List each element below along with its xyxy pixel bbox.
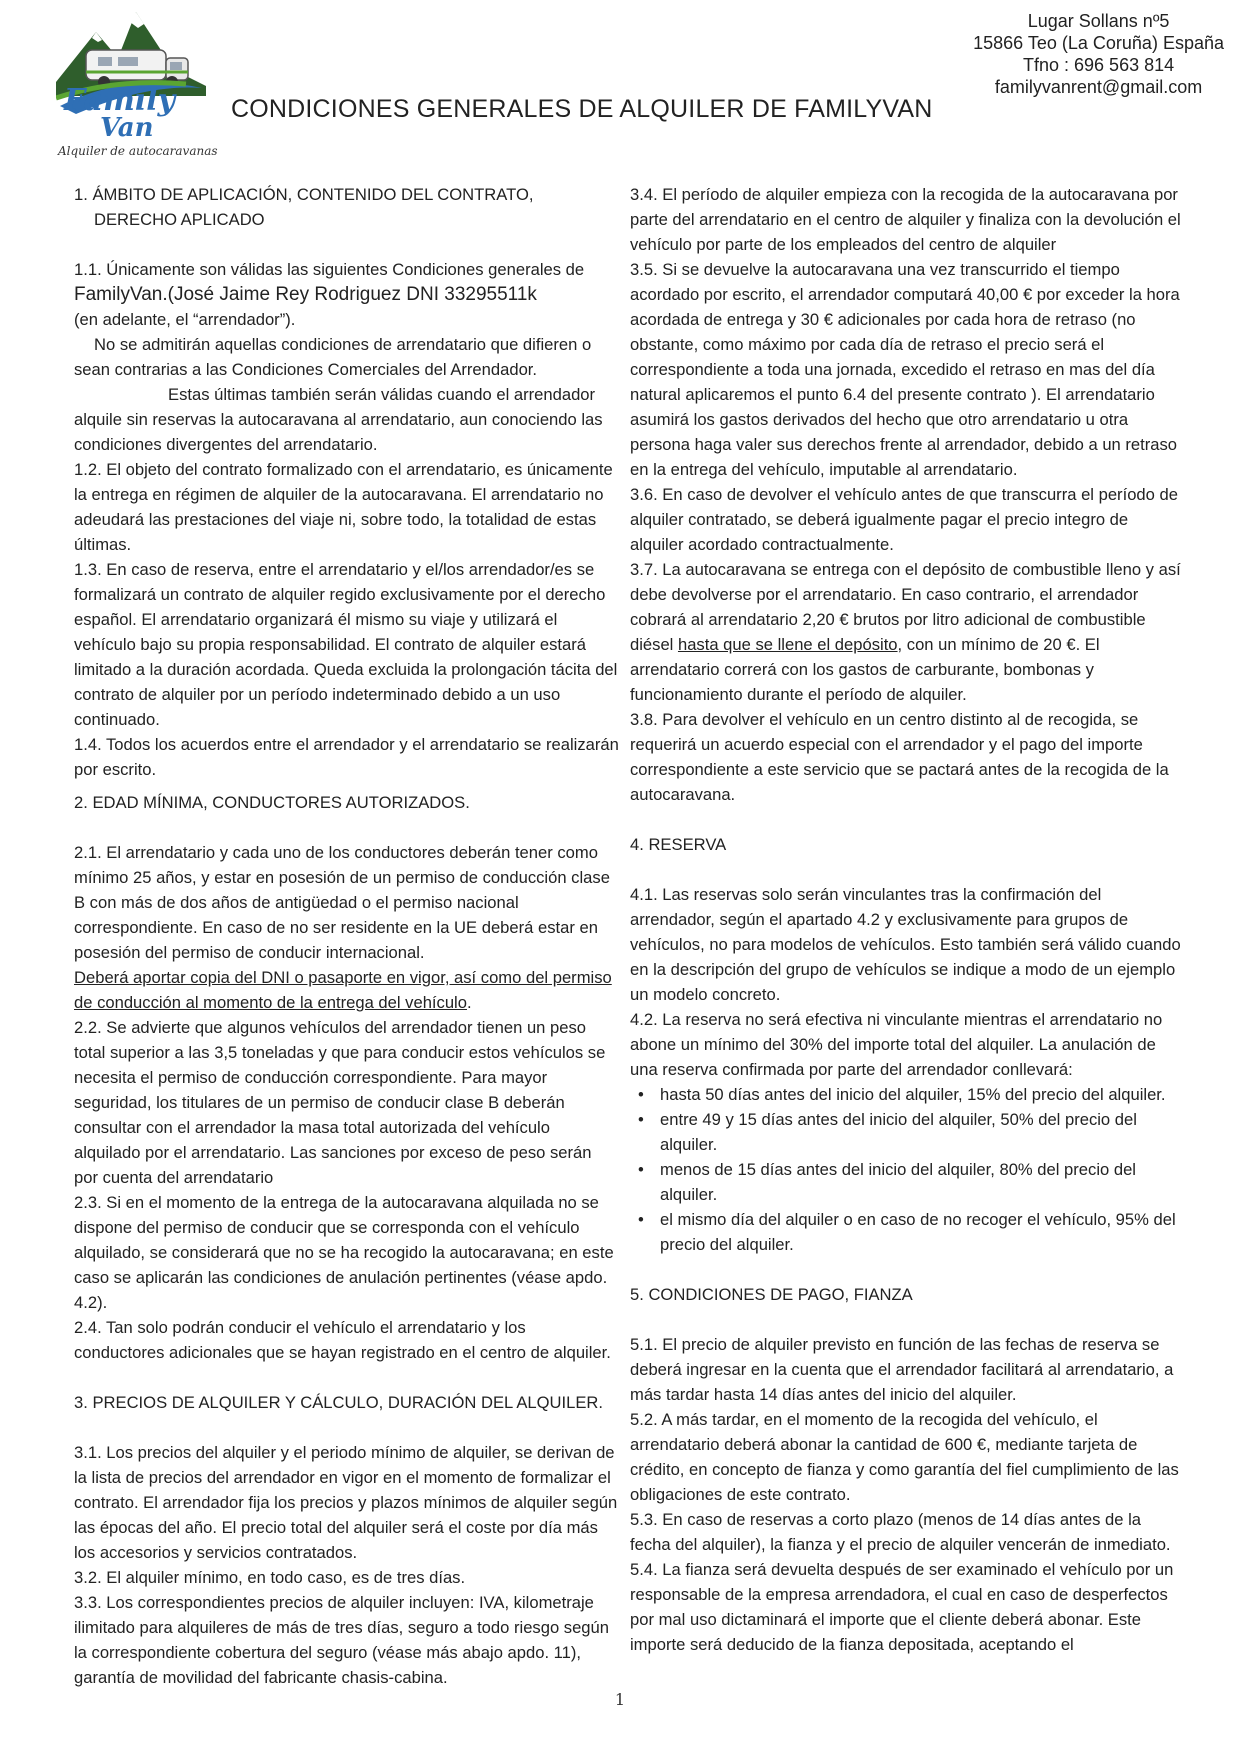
clause-3-7c: , con un mínimo de 20 €. El arrendatario correrá con los gastos de carburante, bombonas y funcionamiento durante el período de alquiler. (630, 635, 1100, 704)
section-5-heading: 5. CONDICIONES DE PAGO, FIANZA (630, 1285, 913, 1304)
clause-5-2: 5.2. A más tardar, en el momento de la recogida del vehículo, el arrendatario deberá abonar la cantidad de 600 €, mediante tarjeta de crédito, en concepto de fianza y como garantía del fiel cumplimiento de las obligaciones de este contrato. (630, 1410, 1179, 1504)
clause-1-1c: (en adelante, el “arrendador”). (74, 310, 296, 329)
svg-text:Family: Family (64, 83, 176, 118)
page-number: 1 (614, 1690, 626, 1709)
clause-3-7a: 3.7. La autocaravana se entrega con el depósito de combustible lleno y así debe devolverse por el arrendatario. En caso contrario, el arrendador cobrará al arrendatario 2,20 € brutos por litro adicional de combustible diésel (630, 560, 1181, 654)
clause-3-6: 3.6. En caso de devolver el vehículo antes de que transcurra el período de alquiler contratado, se deberá igualmente pagar el precio integro de alquiler acordado contractualmente. (630, 485, 1178, 554)
clause-1-3: 1.3. En caso de reserva, entre el arrendatario y el/los arrendador/es se formalizará un contrato de alquiler regido exclusivamente por el derecho español. El arrendatario organizará él mismo su viaje y utilizará el vehículo bajo su propia responsabilidad. El contrato de alquiler estará limitado a la duración acordada. Queda excluida la prolongación tácita del contrato de alquiler por un período indeterminado debido a un uso continuado. (74, 560, 618, 729)
clause-3-2: 3.2. El alquiler mínimo, en todo caso, es de tres días. (74, 1568, 466, 1587)
clause-1-1a: 1.1. Únicamente son válidas las siguientes Condiciones generales de (74, 260, 585, 279)
clause-3-7b: hasta que se llene el depósito (677, 635, 898, 654)
logo-graphic (56, 10, 206, 144)
clause-1-2: 1.2. El objeto del contrato formalizado con el arrendatario, es únicamente la entrega en régimen de alquiler de la autocaravana. El arrendatario no adeudará las prestaciones del viaje ni, sobre todo, la totalidad de estas últimas. (74, 460, 613, 554)
left-column (74, 182, 619, 1690)
clause-3-1: 3.1. Los precios del alquiler y el periodo mínimo de alquiler, se derivan de la lista de precios del arrendador en vigor en el momento de formalizar el contrato. El arrendador fija los precios y plazos mínimos de alquiler según las épocas del año. El precio total del alquiler será el coste por día más los accesorios y servicios contratados. (74, 1443, 618, 1562)
list-item: • hasta 50 días antes del inicio del alquiler, 15% del precio del alquiler. (630, 1082, 1185, 1107)
clause-3-8: 3.8. Para devolver el vehículo en un centro distinto al de recogida, se requerirá un acuerdo especial con el arrendador y el pago del importe correspondiente a este servicio que se pactará antes de la recogida de la autocaravana. (630, 710, 1169, 804)
clause-4-1: 4.1. Las reservas solo serán vinculantes tras la confirmación del arrendador, según el apartado 4.2 y exclusivamente para grupos de vehículos, no para modelos de vehículos. Esto también será válido cuando en la descripción del grupo de vehículos se indique a modo de un ejemplo un modelo concreto. (630, 885, 1181, 1004)
clause-4-2: 4.2. La reserva no será efectiva ni vinculante mientras el arrendatario no abone un mínimo del 30% del importe total del alquiler. La anulación de una reserva confirmada por parte del arrendador conllevará: (630, 1010, 1163, 1079)
section-2-heading: 2. EDAD MÍNIMA, CONDUCTORES AUTORIZADOS. (74, 793, 470, 812)
clause-2-1a: 2.1. El arrendatario y cada uno de los conductores deberán tener como mínimo 25 años, y estar en posesión de un permiso de conducción clase B con más de dos años de antigüedad o el permiso nacional correspondiente. En caso de no ser residente en la UE deberá estar en posesión del permiso de conducir internacional. (74, 843, 610, 962)
document-title: CONDICIONES GENERALES DE ALQUILER DE FAMILYVAN (231, 95, 933, 123)
section-3-heading: 3. PRECIOS DE ALQUILER Y CÁLCULO, DURACIÓN DEL ALQUILER. (74, 1393, 604, 1412)
clause-3-4: 3.4. El período de alquiler empieza con la recogida de la autocaravana por parte del arrendatario en el centro de alquiler y finaliza con la devolución el vehículo por parte de los empleados del centro de alquiler (630, 185, 1181, 254)
clause-1-4: 1.4. Todos los acuerdos entre el arrendador y el arrendatario se realizarán por escrito. (74, 735, 619, 779)
list-item: • entre 49 y 15 días antes del inicio del alquiler, 50% del precio del alquiler. (630, 1107, 1185, 1157)
section-1-heading: 1. ÁMBITO DE APLICACIÓN, CONTENIDO DEL CONTRATO, (74, 185, 534, 204)
clause-3-7 (630, 557, 1185, 707)
clause-5-3: 5.3. En caso de reservas a corto plazo (menos de 14 días antes de la fecha del alquiler), la fianza y el precio de alquiler vencerán de inmediato. (630, 1510, 1171, 1554)
section-4-heading: 4. RESERVA (630, 835, 727, 854)
email: familyvanrent@gmail.com (994, 77, 1203, 97)
clause-2-4: 2.4. Tan solo podrán conducir el vehículo el arrendatario y los conductores adicionales que se hayan registrado en el centro de alquiler. (74, 1318, 611, 1362)
clause-2-1c: . (466, 993, 472, 1012)
clause-5-1: 5.1. El precio de alquiler previsto en función de las fechas de reserva se deberá ingresar en la cuenta que el arrendador facilitará al arrendatario, a más tardar hasta 14 días antes del inicio del alquiler. (630, 1335, 1174, 1404)
clause-2-1b: Deberá aportar copia del DNI o pasaporte en vigor, así como del permiso de conducción al momento de la entrega del vehículo (74, 968, 612, 1012)
clause-2-1b-wrap (74, 965, 619, 1015)
logo-subtitle: Alquiler de autocaravanas (58, 144, 218, 158)
svg-text:Van: Van (100, 113, 154, 143)
list-item: • el mismo día del alquiler o en caso de no recoger el vehículo, 95% del precio del alquiler. (630, 1207, 1185, 1257)
clause-2-3: 2.3. Si en el momento de la entrega de la autocaravana alquilada no se dispone del permiso de conducir que se corresponda con el vehículo alquilado, se considerará que no se ha recogido la autocaravana; en este caso se aplicarán las condiciones de anulación pertinentes (véase apdo. 4.2). (74, 1193, 614, 1312)
cancellation-list (630, 1082, 1185, 1257)
contact-block (973, 10, 1224, 98)
right-column (630, 182, 1185, 1657)
list-item: • menos de 15 días antes del inicio del alquiler, 80% del precio del alquiler. (630, 1157, 1185, 1207)
clause-1-1d: No se admitirán aquellas condiciones de arrendatario que difieren o sean contrarias a las Condiciones Comerciales del Arrendador. (74, 335, 592, 379)
section-1-heading-2: DERECHO APLICADO (94, 210, 265, 229)
clause-2-2: 2.2. Se advierte que algunos vehículos del arrendador tienen un peso total superior a las 3,5 toneladas y que para conducir estos vehículos se necesita el permiso de conducción correspondiente. Para mayor seguridad, los titulares de un permiso de conducir clase B deberán consultar con el arrendador la masa total autorizada del vehículo alquilado por el arrendatario. Las sanciones por exceso de peso serán por cuenta del arrendatario (74, 1018, 606, 1187)
phone: Tfno : 696 563 814 (1023, 55, 1175, 75)
clause-1-1e: Estas últimas también serán válidas cuando el arrendador alquile sin reservas la autocaravana al arrendatario, aun conociendo las condiciones divergentes del arrendatario. (74, 385, 603, 454)
clause-5-4: 5.4. La fianza será devuelta después de ser examinado el vehículo por un responsable de la empresa arrendadora, el cual en caso de desperfectos por mal uso dictaminará el importe que el cliente deberá abonar. Este importe será deducido de la fianza depositada, aceptando el (630, 1560, 1174, 1654)
address-line-1: Lugar Sollans nº5 (1027, 11, 1170, 31)
familyvan-logo (56, 10, 218, 162)
address-line-2: 15866 Teo (La Coruña) España (973, 33, 1224, 53)
clause-3-3: 3.3. Los correspondientes precios de alquiler incluyen: IVA, kilometraje ilimitado para alquileres de más de tres días, seguro a todo riesgo según la correspondiente cobertura del seguro (véase más abajo apdo. 11), garantía de movilidad del fabricante chasis-cabina. (74, 1593, 609, 1687)
clause-3-5: 3.5. Si se devuelve la autocaravana una vez transcurrido el tiempo acordado por escrito, el arrendador computará 40,00 € por exceder la hora acordada de entrega y 30 € adicionales por cada hora de retraso (no obstante, como máximo por cada día de retraso el precio será el correspondiente a toda una jornada, excedido el retraso en mas del día natural aplicaremos el punto 6.4 del presente contrato ). El arrendatario asumirá los gastos derivados del hecho que otro arrendatario u otra persona haga valer sus derechos frente al arrendador, debido a un retraso en la entrega del vehículo, imputable al arrendatario. (630, 260, 1180, 479)
clause-1-1b: FamilyVan.(José Jaime Rey Rodriguez DNI 33295511k (74, 284, 537, 305)
